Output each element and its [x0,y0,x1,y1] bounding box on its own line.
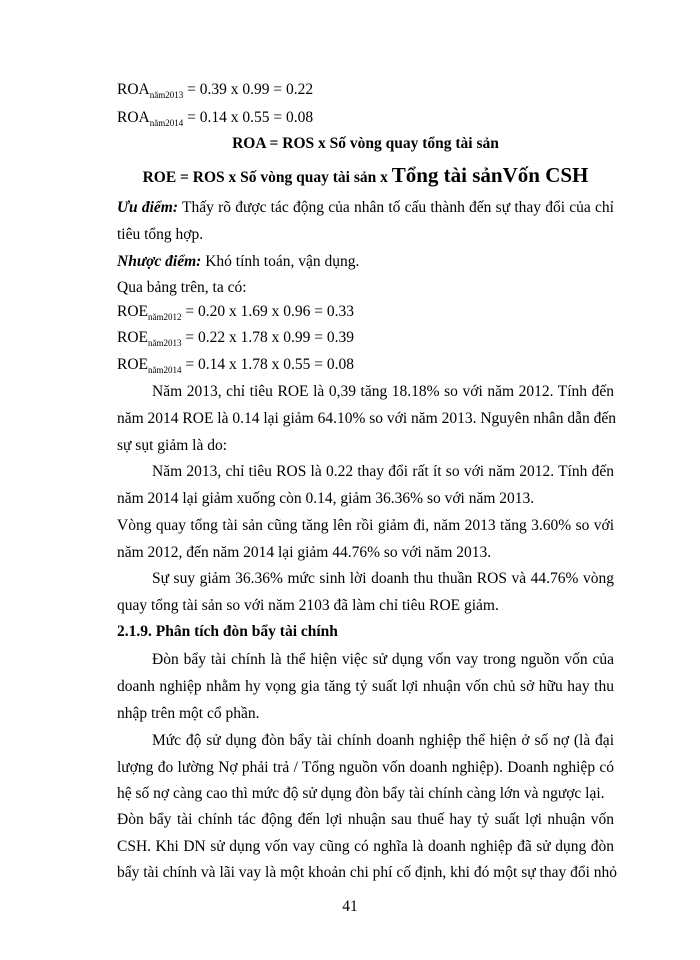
advantage-line-2: tiêu tổng hợp. [117,226,204,243]
paragraph-line: Đòn bẩy tài chính tác động đến lợi nhuận sau thuế hay tỷ suất lợi nhuận vốn [117,811,614,828]
roe-formula-part2: Tổng tài sảnVốn CSH [391,163,589,187]
roa-year: năm2014 [149,118,184,128]
disadvantage-text: Khó tính toán, vận dụng. [201,253,360,270]
roe-year: năm2014 [148,365,182,375]
paragraph-line: Đòn bẩy tài chính là thể hiện việc sử dụng vốn vay trong nguồn vốn của [152,651,614,668]
paragraph-line: Năm 2013, chỉ tiêu ROS là 0.22 thay đổi rất ít so với năm 2012. Tính đến [152,463,614,480]
roa-formula-heading: ROA = ROS x Số vòng quay tổng tài sản [232,135,499,152]
qua-bang-line: Qua bảng trên, ta có: [117,279,247,296]
roa-label: ROA [117,81,150,98]
paragraph-line: quay tổng tài sản so với năm 2103 đã làm chỉ tiêu ROE giảm. [117,597,499,614]
page-number: 41 [342,898,358,915]
roa-2013-line [117,80,614,100]
paragraph-line: doanh nghiệp nhằm hy vọng gia tăng tỷ suất lợi nhuận vốn chủ sở hữu hay thu [117,678,614,695]
roe-2013-line [117,328,614,348]
roa-year: năm2013 [149,90,184,100]
paragraph-line: nhập trên một cổ phần. [117,705,260,722]
advantage-label: Ưu điểm: [117,199,179,216]
paragraph-line: Mức độ sử dụng đòn bẩy tài chính doanh nghiệp thể hiện ở số nợ (là đại [152,732,614,749]
roe-label: ROE [117,329,148,346]
paragraph-line: Sự suy giảm 36.36% mức sinh lời doanh thu thuần ROS và 44.76% vòng [152,570,614,587]
roe-label: ROE [117,303,148,320]
paragraph-line: năm 2012, đến năm 2014 lại giảm 44.76% so với năm 2013. [117,544,492,561]
paragraph-line: Vòng quay tổng tài sản cũng tăng lên rồi giảm đi, năm 2013 tăng 3.60% so với [117,517,614,534]
advantage-text: Thấy rõ được tác động của nhân tố cấu thành đến sự thay đổi của chỉ [178,199,614,216]
roe-formula: = 0.20 x 1.69 x 0.96 = 0.33 [181,303,354,320]
paragraph-line: bẩy tài chính và lãi vay là một khoản chi phí cố định, khi đó một sự thay đổi nhỏ [117,864,618,881]
roe-2014-line [117,355,614,375]
paragraph-line: CSH. Khi DN sử dụng vốn vay cũng có nghĩa là doanh nghiệp đã sử dụng đòn [117,838,614,855]
roe-label: ROE [117,356,148,373]
paragraph-line: Năm 2013, chỉ tiêu ROE là 0,39 tăng 18.18% so với năm 2012. Tính đến [152,383,614,400]
roa-formula: = 0.39 x 0.99 = 0.22 [183,81,314,98]
paragraph-line: sự sụt giảm là do: [117,437,228,454]
roa-2014-line [117,108,614,128]
paragraph-line: năm 2014 ROE là 0.14 lại giảm 64.10% so với năm 2013. Nguyên nhân dẫn đến [117,410,616,427]
paragraph-line: lượng đo lường Nợ phải trả / Tổng nguồn vốn doanh nghiệp). Doanh nghiệp có [117,759,614,776]
section-heading: 2.1.9. Phân tích đòn bẩy tài chính [117,623,338,640]
roe-formula: = 0.14 x 1.78 x 0.55 = 0.08 [181,356,354,373]
roe-year: năm2012 [148,312,182,322]
paragraph-line: năm 2014 lại giảm xuống còn 0.14, giảm 36.36% so với năm 2013. [117,490,535,507]
advantage-line [117,198,614,218]
roe-formula-part1: ROE = ROS x Số vòng quay tài sản x [142,169,392,186]
roa-formula: = 0.14 x 0.55 = 0.08 [183,109,314,126]
disadvantage-line [117,252,614,272]
roe-2012-line [117,302,614,322]
roe-formula-heading [117,162,614,191]
disadvantage-label: Nhược điểm: [117,253,202,270]
paragraph-line: hệ số nợ càng cao thì mức độ sử dụng đòn bẩy tài chính càng lớn và ngược lại. [117,785,605,802]
roe-year: năm2013 [148,338,182,348]
roa-label: ROA [117,109,150,126]
roe-formula: = 0.22 x 1.78 x 0.99 = 0.39 [181,329,354,346]
